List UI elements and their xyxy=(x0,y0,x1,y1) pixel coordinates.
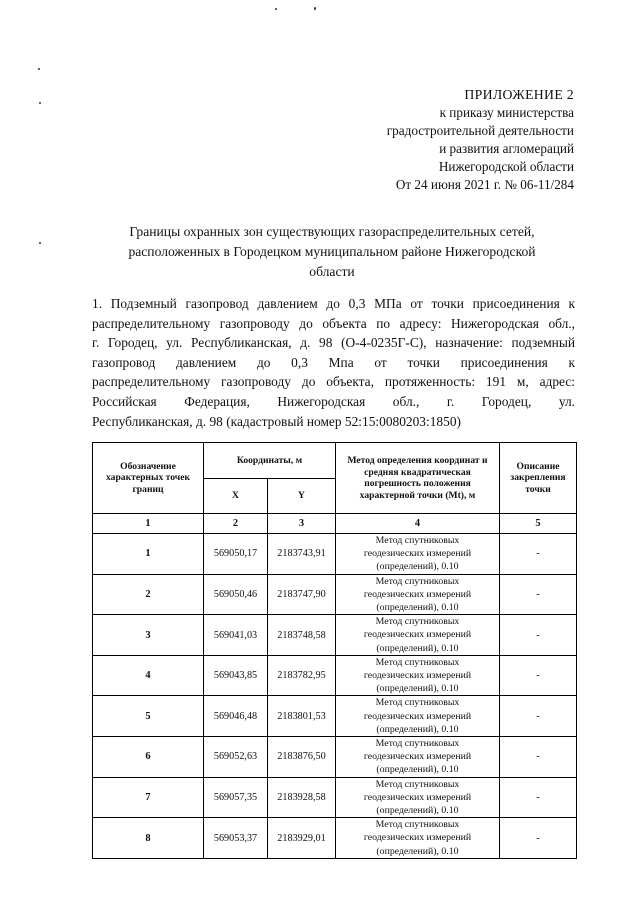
y-coordinate: 2183743,91 xyxy=(268,534,336,575)
method-line: геодезических измерений xyxy=(363,629,472,641)
method-line: Метод спутниковых xyxy=(375,819,460,831)
x-coordinate: 569046,48 xyxy=(204,696,268,737)
method-line: Метод спутниковых xyxy=(375,575,460,587)
point-number: 7 xyxy=(93,777,204,818)
method-line: (определений), 0.10 xyxy=(376,642,459,654)
method-line: геодезических измерений xyxy=(363,751,472,763)
paragraph-line: Российская Федерация, Нижегородская обл., г. Городец, ул. xyxy=(92,393,575,409)
appendix-block xyxy=(387,86,574,194)
point-number: 6 xyxy=(93,737,204,778)
object-description xyxy=(92,294,575,431)
appendix-line: градостроительной деятельности xyxy=(386,123,574,138)
appendix-heading: ПРИЛОЖЕНИЕ 2 xyxy=(464,87,574,102)
appendix-line: к приказу министерства xyxy=(439,105,574,120)
column-number: 5 xyxy=(500,514,577,534)
method-cell xyxy=(336,818,500,859)
method-line: геодезических измерений xyxy=(363,832,472,844)
fixing-description: - xyxy=(500,696,577,737)
method-cell xyxy=(336,696,500,737)
method-line: Метод спутниковых xyxy=(375,738,460,750)
method-line: геодезических измерений xyxy=(363,791,472,803)
scan-speck xyxy=(39,102,41,104)
method-line: (определений), 0.10 xyxy=(376,602,459,614)
fixing-description: - xyxy=(500,655,577,696)
fixing-description: - xyxy=(500,818,577,859)
scan-speck xyxy=(39,242,41,244)
x-coordinate: 569050,17 xyxy=(204,534,268,575)
scan-speck xyxy=(314,7,316,10)
method-line: Метод спутниковых xyxy=(375,616,460,628)
header-fixing-description: Описание закрепления точки xyxy=(500,443,577,514)
fixing-description: - xyxy=(500,534,577,575)
point-number: 4 xyxy=(93,655,204,696)
paragraph-line: Республиканская, д. 98 (кадастровый номер 52:15:0080203:1850) xyxy=(92,413,461,429)
method-cell xyxy=(336,655,500,696)
table-row xyxy=(93,696,577,737)
method-line: геодезических измерений xyxy=(363,548,472,560)
method-line: (определений), 0.10 xyxy=(376,764,459,776)
column-number: 4 xyxy=(336,514,500,534)
header-method: Метод определения координат и средняя квадратическая погрешность положения характерной точки (Mt), м xyxy=(336,443,500,514)
column-number: 3 xyxy=(268,514,336,534)
fixing-description: - xyxy=(500,615,577,656)
document-title xyxy=(92,222,572,282)
y-coordinate: 2183876,50 xyxy=(268,737,336,778)
table-row xyxy=(93,534,577,575)
method-line: геодезических измерений xyxy=(363,588,472,600)
paragraph-line: газопровод давлением до 0,3 Мпа от точки присоединения к xyxy=(92,354,575,370)
x-coordinate: 569053,37 xyxy=(204,818,268,859)
y-coordinate: 2183748,58 xyxy=(268,615,336,656)
point-number: 1 xyxy=(93,534,204,575)
table-row xyxy=(93,818,577,859)
method-cell xyxy=(336,777,500,818)
appendix-line: и развития агломераций xyxy=(439,141,574,156)
appendix-line: От 24 июня 2021 г. № 06-11/284 xyxy=(395,177,574,192)
appendix-line: Нижегородской области xyxy=(438,159,574,174)
method-cell xyxy=(336,615,500,656)
y-coordinate: 2183782,95 xyxy=(268,655,336,696)
point-number: 3 xyxy=(93,615,204,656)
fixing-description: - xyxy=(500,574,577,615)
method-line: Метод спутниковых xyxy=(375,656,460,668)
paragraph-line: распределительному газопроводу до объекта, протяженность: 191 м, адрес: xyxy=(92,374,575,390)
method-line: (определений), 0.10 xyxy=(376,561,459,573)
x-coordinate: 569043,85 xyxy=(204,655,268,696)
header-point-designation: Обозначение характерных точек границ xyxy=(93,443,204,514)
y-coordinate: 2183801,53 xyxy=(268,696,336,737)
x-coordinate: 569050,46 xyxy=(204,574,268,615)
point-number: 5 xyxy=(93,696,204,737)
paragraph-line: 1. Подземный газопровод давлением до 0,3 МПа от точки присоединения к xyxy=(92,296,575,311)
method-line: (определений), 0.10 xyxy=(376,845,459,857)
method-cell xyxy=(336,737,500,778)
column-number: 2 xyxy=(204,514,268,534)
method-line: геодезических измерений xyxy=(363,710,472,722)
title-line: Границы охранных зон существующих газораспределительных сетей, xyxy=(129,224,535,239)
method-line: Метод спутниковых xyxy=(375,778,460,790)
x-coordinate: 569057,35 xyxy=(204,777,268,818)
table-row xyxy=(93,574,577,615)
coordinates-table xyxy=(92,442,577,859)
y-coordinate: 2183929,01 xyxy=(268,818,336,859)
method-cell xyxy=(336,574,500,615)
method-line: (определений), 0.10 xyxy=(376,805,459,817)
table-row xyxy=(93,615,577,656)
scan-speck xyxy=(38,68,40,70)
method-line: (определений), 0.10 xyxy=(376,723,459,735)
header-x: X xyxy=(204,479,268,514)
table-row xyxy=(93,777,577,818)
point-number: 8 xyxy=(93,818,204,859)
fixing-description: - xyxy=(500,777,577,818)
header-y: Y xyxy=(268,479,336,514)
fixing-description: - xyxy=(500,737,577,778)
paragraph-line: распределительному газопроводу до объекта по адресу: Нижегородская обл., xyxy=(92,315,575,331)
table-row xyxy=(93,655,577,696)
method-line: Метод спутниковых xyxy=(375,535,460,546)
method-line: геодезических измерений xyxy=(363,670,472,682)
y-coordinate: 2183747,90 xyxy=(268,574,336,615)
x-coordinate: 569052,63 xyxy=(204,737,268,778)
method-line: (определений), 0.10 xyxy=(376,683,459,695)
method-cell xyxy=(336,534,500,575)
title-line: области xyxy=(309,264,355,279)
table-row xyxy=(93,737,577,778)
title-line: расположенных в Городецком муниципальном районе Нижегородской xyxy=(128,244,536,259)
paragraph-line: г. Городец, ул. Республиканская, д. 98 (О-4-0235Г-С), назначение: подземный xyxy=(92,335,575,351)
column-number: 1 xyxy=(93,514,204,534)
scan-speck xyxy=(275,8,277,10)
point-number: 2 xyxy=(93,574,204,615)
header-coordinates: Координаты, м xyxy=(204,443,336,479)
y-coordinate: 2183928,58 xyxy=(268,777,336,818)
method-line: Метод спутниковых xyxy=(375,697,460,709)
x-coordinate: 569041,03 xyxy=(204,615,268,656)
